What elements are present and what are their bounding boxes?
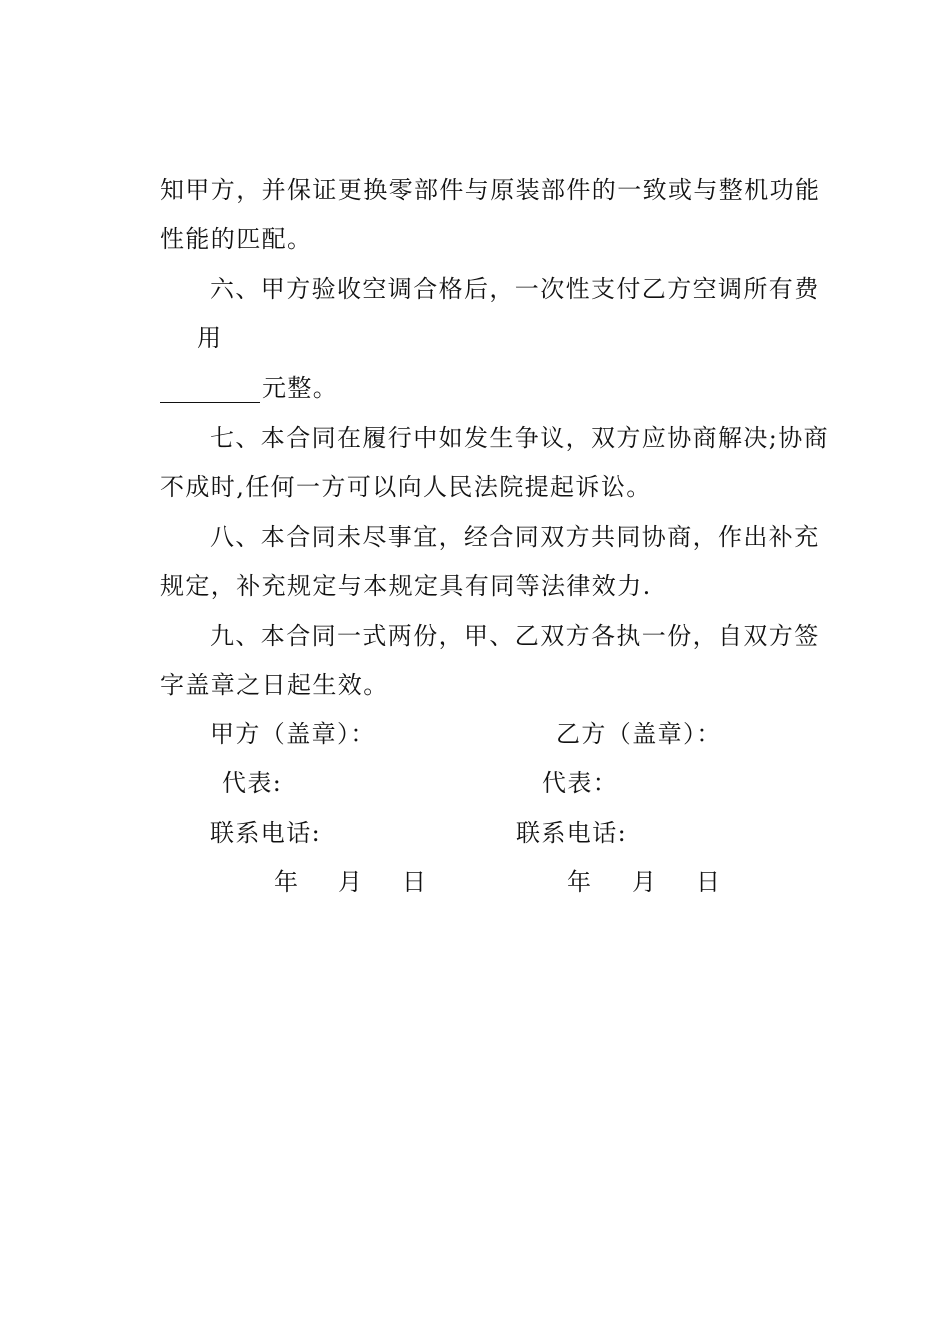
party-a-date-month: 月	[338, 868, 362, 896]
party-a-date-day: 日	[402, 868, 426, 896]
party-b-date-year: 年	[567, 868, 591, 896]
party-b-date-month: 月	[632, 868, 656, 896]
party-b-representative-label: 代表：	[542, 769, 619, 797]
amount-blank	[160, 378, 260, 403]
amount-suffix: 元整。	[262, 374, 339, 402]
paragraph-6-line-3	[160, 373, 338, 403]
paragraph-6-line-2: 用	[197, 324, 223, 352]
party-a-phone-label: 联系电话:	[210, 819, 322, 847]
party-b-phone-label: 联系电话:	[516, 819, 628, 847]
paragraph-9-line-2: 字盖章之日起生效。	[160, 671, 389, 699]
paragraph-9-line-1: 九、本合同一式两份，甲、乙双方各执一份，自双方签	[210, 622, 820, 650]
paragraph-5-line-2: 性能的匹配。	[160, 225, 313, 253]
party-b-seal-label: 乙方（盖章）：	[556, 720, 722, 748]
paragraph-7-line-1: 七、本合同在履行中如发生争议，双方应协商解决;协商	[210, 424, 830, 452]
party-a-representative-label: 代表:	[222, 769, 283, 797]
paragraph-8-line-2: 规定，补充规定与本规定具有同等法律效力.	[160, 572, 652, 600]
paragraph-5-line-1: 知甲方，并保证更换零部件与原装部件的一致或与整机功能	[160, 176, 821, 204]
party-b-date-day: 日	[696, 868, 720, 896]
party-a-date-year: 年	[274, 868, 298, 896]
paragraph-7-line-2: 不成时,任何一方可以向人民法院提起诉讼。	[160, 473, 652, 501]
paragraph-8-line-1: 八、本合同未尽事宜，经合同双方共同协商，作出补充	[210, 523, 820, 551]
party-a-seal-label: 甲方（盖章）：	[210, 720, 376, 748]
paragraph-6-line-1: 六、甲方验收空调合格后，一次性支付乙方空调所有费	[210, 275, 820, 303]
